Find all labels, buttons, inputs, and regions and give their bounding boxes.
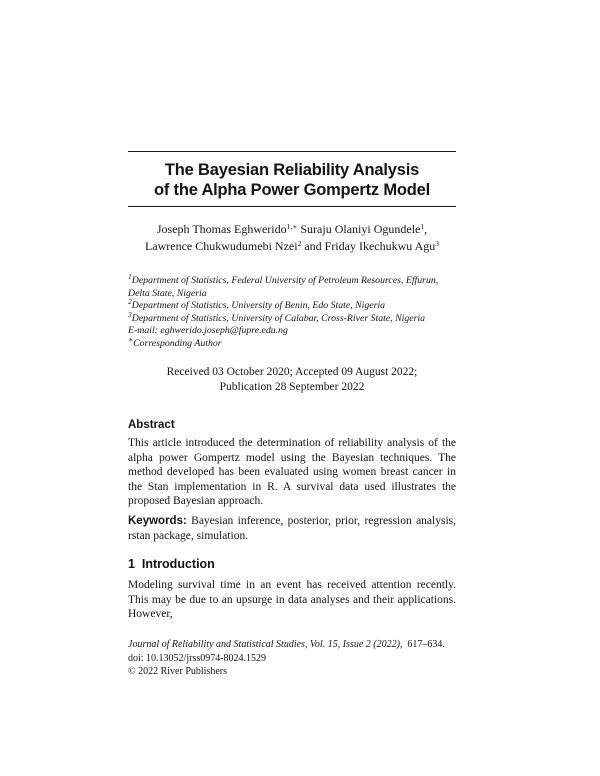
author-name: Joseph Thomas Eghwerido [156, 222, 287, 236]
author-affil-mark: 2 [297, 239, 302, 248]
affiliation-line: $^1$Department of Statistics, Federal University of Petroleum Resources, Effurun, [128, 272, 439, 286]
author-list [128, 221, 456, 255]
title-line-1: The Bayesian Reliability Analysis [164, 161, 420, 179]
affiliation-line: $^3$Department of Statistics, University of Calabar, Cross-River State, Nigeria [128, 309, 426, 324]
publication-dates [128, 365, 456, 395]
author-affil-mark: 3 [435, 239, 440, 248]
abstract-text: This article introduced the determination of reliability analysis of the alpha power Gompertz model using the Bayesian techniques. The method developed has been evaluated using women breast cancer in the Stan implementation in R. A survival data used illustrates the proposed Bayesian approach. [128, 437, 456, 508]
corresponding-author-note: ∗Corresponding Author [128, 334, 222, 349]
author-name: Lawrence Chukwudumebi Nzei [144, 239, 298, 253]
footer-doi: doi: 10.13052/jrss0974-8024.1529 [128, 652, 267, 664]
abstract-heading: Abstract [128, 419, 175, 431]
paper-title [128, 160, 456, 200]
title-line-2: of the Alpha Power Gompertz Model [153, 181, 431, 199]
section-title: Introduction [141, 557, 215, 571]
title-bottom-rule [128, 206, 456, 207]
intro-text: Modeling survival time in an event has received attention recently. This may be due to an upsurge in data analyses and their applications. However, [128, 579, 456, 621]
footer-pages: 617–634. [407, 639, 445, 650]
affiliations [128, 272, 458, 351]
author-line-1: Joseph Thomas Eghwerido$^{1,∗}$ Suraju Olaniyi Ogundele$^1$, [156, 222, 428, 236]
dates-line-2: Publication 28 September 2022 [219, 381, 365, 393]
page-footer [128, 638, 468, 679]
affiliation-line: $^2$Department of Statistics, University of Benin, Edo State, Nigeria [128, 297, 386, 312]
section-number: 1 [128, 557, 135, 571]
footer-copyright: © 2022 River Publishers [128, 666, 227, 677]
email-line: E-mail: eghwerido.joseph@fupre.edu.ng [128, 325, 288, 337]
author-name: Friday Ikechukwu Agu [324, 239, 436, 253]
author-affil-mark: 1 [420, 222, 425, 231]
footer-citation [128, 638, 468, 652]
author-name: Suraju Olaniyi Ogundele [300, 222, 421, 236]
section-heading [128, 557, 215, 571]
top-rule [128, 151, 456, 152]
keywords-label: Keywords: [128, 515, 187, 527]
dates-line-1: Received 03 October 2020; Accepted 09 August 2022; [166, 366, 418, 378]
affiliation-line: Delta State, Nigeria [128, 287, 207, 299]
author-affil-mark: 1,∗ [286, 222, 298, 231]
footer-journal: Journal of Reliability and Statistical Studies, Vol. 15, Issue 2 (2022), [128, 639, 403, 650]
author-line-2: Lawrence Chukwudumebi Nzei$^2$ and Friday Ikechukwu Agu$^3$ [144, 239, 440, 253]
keywords-text: Bayesian inference, posterior, prior, regression analysis, rstan package, simulation. [128, 515, 456, 542]
keywords [128, 514, 456, 543]
